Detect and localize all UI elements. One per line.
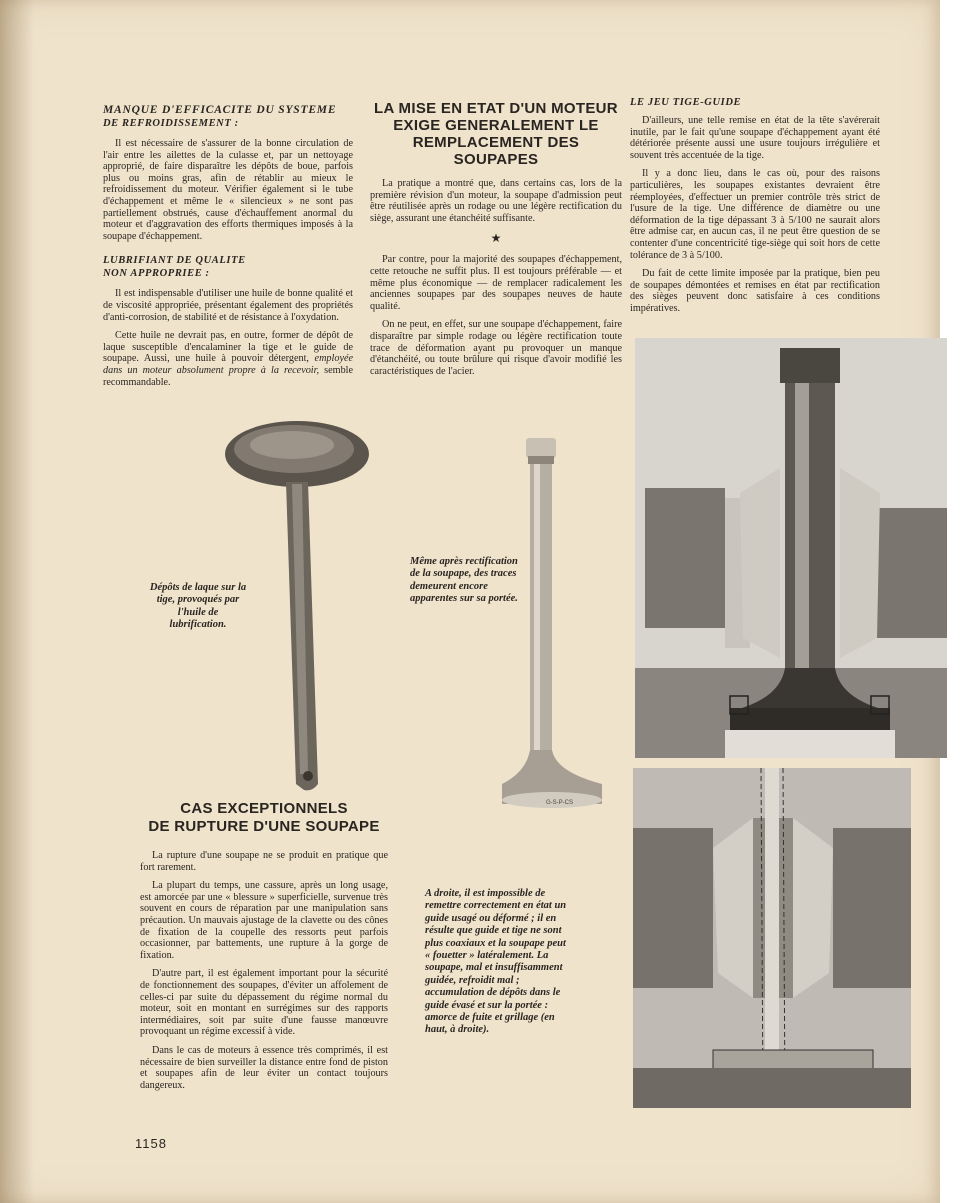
heading-refroidissement-1: MANQUE D'EFFICACITE DU SYSTEME xyxy=(103,104,337,116)
heading-jeu-tige-guide: LE JEU TIGE-GUIDE xyxy=(630,97,742,108)
valve-rectified-image xyxy=(496,432,608,812)
paragraph-controle: Il y a donc lieu, dans le cas où, pour des raisons particulières, les soupapes existantes devraient être réemployées, d'effectuer un premier contrôle très strict de l'usure de la tige. Une différence de diamètre ou une déformation de la tige dépassant 3 à 5/100 ne saurait alors être admise car, en aucun cas, il ne peut être question de se contenter d'une concentricité tige-siège qui soit hors de cette tolérance de 3 à 5/100. xyxy=(630,168,880,261)
caption-droite-block xyxy=(425,888,567,1037)
paragraph-laque-a: Cette huile ne devrait pas, en outre, former de dépôt de laque susceptible d'encalaminer la tige et le guide de soupape. Aussi, une huile à pouvoir détergent, xyxy=(103,330,353,365)
middle-column xyxy=(370,100,622,384)
paragraph-laque-emphasis: employée dans un moteur absolument propre à la recevoir, xyxy=(103,353,354,376)
paragraph-rupture-rare: La rupture d'une soupape ne se produit en pratique que fort rarement. xyxy=(140,850,388,873)
paragraph-pratique: La pratique a montré que, dans certains cas, lors de la première révision d'un moteur, la soupape d'admission peut être réutilisée après un rodage ou une légère rectification du siège, assurant une étanchéité suffisante. xyxy=(370,178,622,224)
photo-section-top xyxy=(635,338,947,758)
caption-laque-block xyxy=(148,582,248,632)
middle-title: LA MISE EN ETAT D'UN MOTEUR EXIGE GENERALEMENT LE REMPLACEMENT DES SOUPAPES xyxy=(374,100,618,168)
caption-droite: A droite, il est impossible de remettre correctement en état un guide usagé ou déformé ; il en résulte que guide et tige ne sont plus coaxiaux et la soupape peut « fouetter » latéralement. La soupape, mal et insuffisamment guidée, refroidit mal ; accumulation de dépôts dans le guide évasé et sur la portée : amorce de fuite et grillage (en haut, à droite). xyxy=(425,888,567,1036)
star-separator: ★ xyxy=(490,231,502,246)
paragraph-laque-b: semble recommandable. xyxy=(103,364,354,388)
rupture-title-1: CAS EXCEPTIONNELS xyxy=(180,800,348,817)
paragraph-deformation: On ne peut, en effet, sur une soupape d'échappement, faire disparaître par simple rodage ou légère rectification toute trace de déformation ayant pu provoquer un manque d'étanchéité, ou toute brûlure qui risque d'avoir modifié les caractéristiques de l'acier. xyxy=(370,319,622,377)
paragraph-refroidissement: Il est nécessaire de s'assurer de la bonne circulation de l'air entre les ailettes de la culasse et, par un nettoyage approprié, de faire disparaître les dépôts de boue, parfois plus ou moins gras, afin de rétablir au mieux le refroidissement du moteur. Vérifier également si le tube d'échappement et même le « silencieux » ne sont pas partiellement obstrués, cause d'échauffement anormal du moteur et d'aggravation des efforts thermiques imposés à la soupape d'échappement. xyxy=(103,138,353,242)
paragraph-limite: Du fait de cette limite imposée par la pratique, bien peu de soupapes démontées et remises en état par rectification des sièges peuvent donc satisfaire à ces conditions impératives. xyxy=(630,268,880,314)
paragraph-majorite: Par contre, pour la majorité des soupapes d'échappement, cette retouche ne suffit plus. Il est toujours préférable — et même plus économique — de remplacer radicalement les anciennes soupapes par des soupapes neuves de haute qualité. xyxy=(370,254,622,312)
cylinder-section-image xyxy=(635,338,947,758)
photo-section-bottom xyxy=(633,768,911,1108)
caption-laque: Dépôts de laque sur la tige, provoqués par l'huile de lubrification. xyxy=(149,582,247,631)
valve-marking: G-S-P-CS xyxy=(546,800,573,806)
caption-rectification: Même après rectification de la soupape, des traces demeurent encore apparentes sur sa portée. xyxy=(410,556,518,605)
heading-refroidissement-2: DE REFROIDISSEMENT : xyxy=(103,118,239,129)
right-column xyxy=(630,96,880,322)
rupture-title-2: DE RUPTURE D'UNE SOUPAPE xyxy=(148,818,380,835)
paragraph-huile: Il est indispensable d'utiliser une huile de bonne qualité et de viscosité appropriée, présentant également des propriétés d'anti-corrosion, de stabilité et de résistance à l'oxydation. xyxy=(103,288,353,323)
paragraph-laque xyxy=(103,330,353,388)
page-number: 1158 xyxy=(135,1136,167,1151)
rupture-section xyxy=(140,800,388,1098)
caption-rectification-block xyxy=(410,556,518,606)
page-edge-shadow xyxy=(0,0,34,1203)
worn-guide-image xyxy=(633,768,911,1108)
photo-rectified-valve xyxy=(496,432,608,812)
paragraph-securite: D'autre part, il est également important pour la sécurité de fonctionnement des soupapes, d'éviter un affolement de celles-ci par suite du dépassement du régime normal du moteur, soit en montant en surrégimes sur des rapports intermédiaires, soit par suite d'une fausse manœuvre provoquant un régime excessif à vide. xyxy=(140,968,388,1038)
left-column xyxy=(103,104,353,395)
paragraph-piston: Dans le cas de moteurs à essence très comprimés, il est nécessaire de bien surveiller la distance entre fond de piston et soupapes afin de leur éviter un contact toujours dangereux. xyxy=(140,1044,388,1091)
heading-lubrifiant-2: NON APPROPRIEE : xyxy=(103,268,210,280)
heading-lubrifiant-1: LUBRIFIANT DE QUALITE xyxy=(103,255,246,267)
paragraph-usure: D'ailleurs, une telle remise en état de la tête s'avérerait inutile, par le fait qu'une soupape d'échappement ayant été détériorée présente aussi une usure toujours irrégulière et souvent très accentuée de la tige. xyxy=(630,115,880,161)
paragraph-cassure: La plupart du temps, une cassure, après un long usage, est amorcée par une « blessure » superficielle, survenue très souvent en cours de réparation par une manipulation sans précaution. Un mauvais ajustage de la clavette ou des cônes de fixation de la coupelle des ressorts peut parfois occasionner, par battements, une rupture à la gorge de fixation. xyxy=(140,880,388,961)
